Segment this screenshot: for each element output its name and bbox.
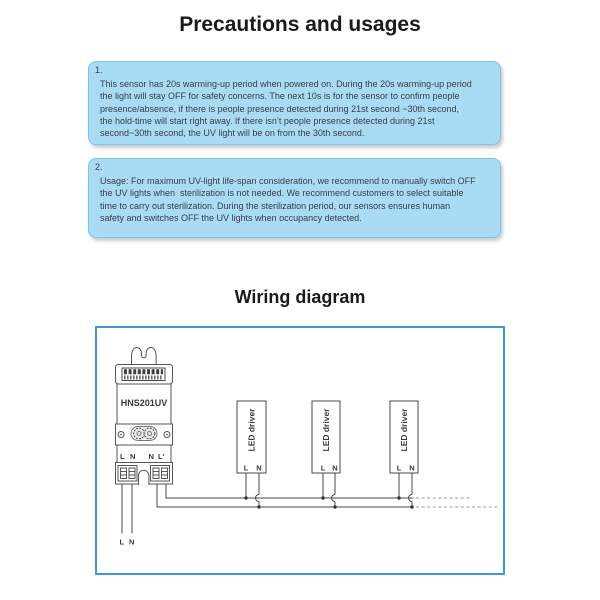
precaution-note-1: [88, 61, 501, 145]
led-driver-1: [237, 401, 266, 509]
junction-dot: [321, 496, 324, 499]
mains-wires: [122, 484, 132, 534]
junction-dot: [257, 505, 260, 508]
note-1-number: 1.: [95, 65, 103, 75]
note-2-text: [100, 175, 476, 224]
sensor-input-L-label: L: [120, 452, 125, 461]
led-driver-2: [312, 401, 340, 509]
screw-icon: [134, 428, 145, 439]
sensor-device: [116, 348, 173, 486]
note-1-line: second~30th second, the UV light will be on from the 30th second.: [100, 128, 365, 139]
note-2-line: the UV lights when sterilization is not needed. We recommend customers to select suitable: [100, 188, 464, 199]
led-driver-2-label: LED driver: [321, 408, 331, 452]
sensor-model-label: HNS201UV: [120, 398, 168, 408]
led-driver-1-label: LED driver: [246, 408, 257, 452]
neutral-bus: [157, 484, 414, 507]
mains-N-label: N: [129, 537, 135, 547]
page-title-wiring: Wiring diagram: [234, 287, 366, 307]
mount-hole-icon: [166, 434, 168, 436]
wiring-diagram-canvas: [95, 326, 505, 575]
junction-dot: [333, 505, 336, 508]
mains-L-label: L: [119, 537, 125, 547]
wiring-diagram: [95, 326, 505, 580]
sensor-output-L2-label: L': [158, 452, 165, 461]
terminal-block-input: [118, 466, 137, 482]
led-driver-2-N: N: [332, 463, 338, 473]
precaution-note-2: [88, 158, 501, 238]
mount-hole-icon: [120, 434, 122, 436]
led-driver-3-N: N: [409, 463, 415, 473]
led-driver-2-L: L: [320, 463, 326, 473]
note-2-line: safety and switches OFF the UV lights when occupancy detected.: [100, 212, 362, 223]
page-title-precautions: Precautions and usages: [179, 13, 421, 36]
led-driver-1-L: L: [243, 463, 249, 473]
sensor-clip-icon: [132, 348, 157, 366]
note-2-number: 2.: [95, 162, 103, 172]
junction-dot: [397, 496, 400, 499]
junction-dot: [244, 496, 247, 499]
screw-icon: [144, 428, 155, 439]
note-2-line: time to carry out sterilization. During the sterilization period, our sensors ensures human: [100, 200, 451, 211]
live-bus: [166, 484, 414, 498]
sensor-input-N-label: N: [130, 452, 136, 461]
bus-wires: [157, 484, 499, 507]
led-driver-3: [390, 401, 418, 509]
note-1-line: presence/absence, if there is people presence detected during 21st second ~30th second,: [100, 103, 459, 114]
junction-dot: [410, 505, 413, 508]
led-driver-3-label: LED driver: [399, 408, 409, 452]
sensor-output-N-label: N: [148, 452, 154, 461]
led-driver-3-L: L: [396, 463, 402, 473]
note-1-line: the hold-time will start right away. If there isn’t people presence detected during 21st: [100, 115, 435, 126]
note-1-line: the light will stay OFF for safety concerns. The next 10s is for the sensor to confirm people: [100, 91, 460, 102]
note-1-line: This sensor has 20s warming-up period when powered on. During the 20s warming-up period: [100, 79, 472, 89]
note-1-text: [100, 78, 472, 139]
terminal-block-output: [151, 466, 170, 482]
note-2-line: Usage: For maximum UV-light life-span consideration, we recommend to manually switch OFF: [100, 176, 476, 186]
led-driver-1-N: N: [256, 463, 262, 473]
